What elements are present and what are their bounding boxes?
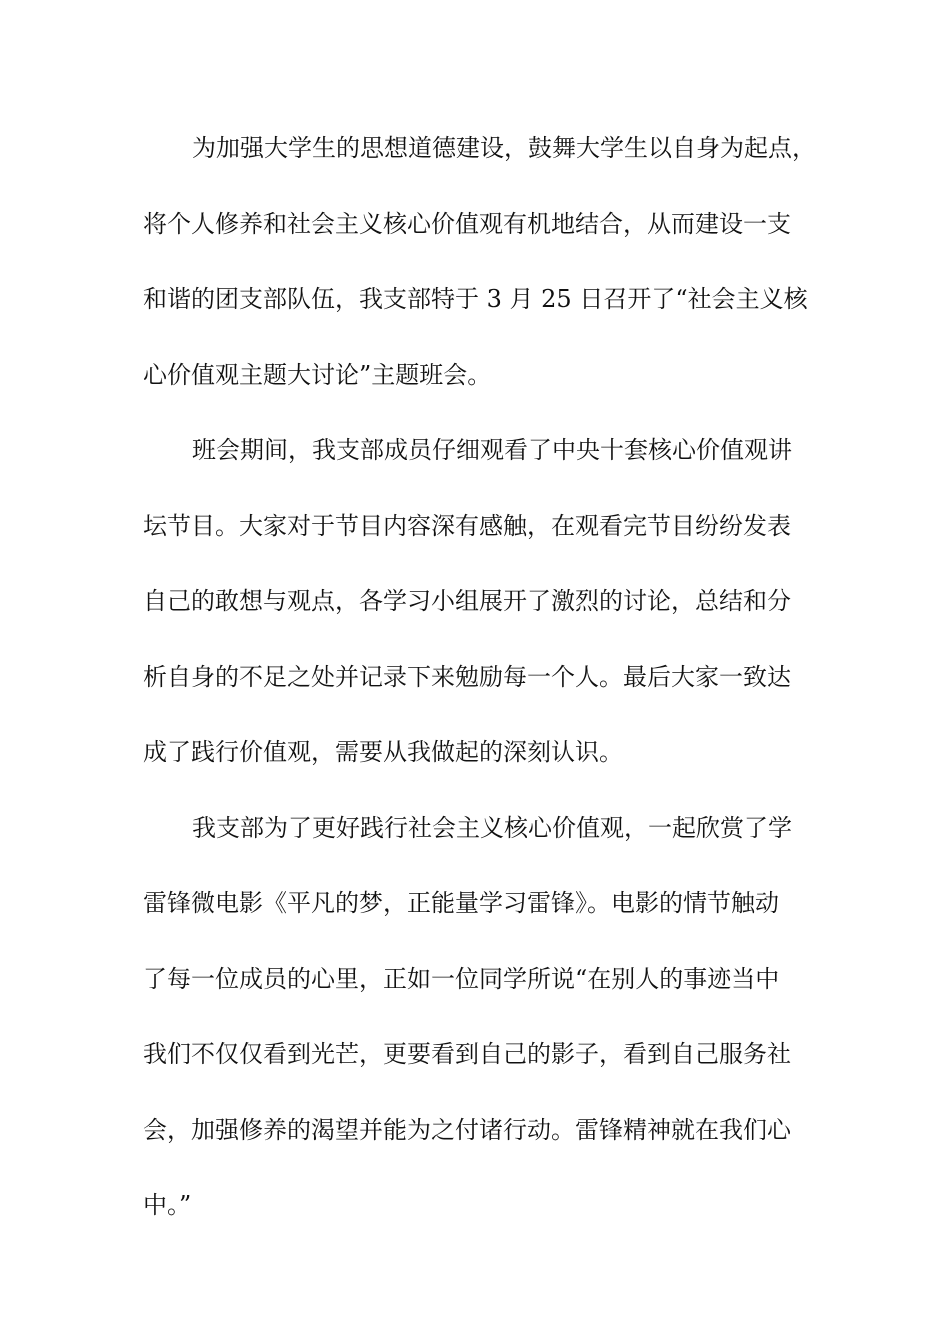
paragraph-line: 成了践行价值观，需要从我做起的深刻认识。 (143, 738, 623, 766)
paragraph-line: 雷锋微电影《平凡的梦，正能量学习雷锋》。电影的情节触动 (143, 889, 779, 917)
paragraph-line: 了每一位成员的心里，正如一位同学所说“在别人的事迹当中 (143, 964, 780, 993)
paragraph-line: 将个人修养和社会主义核心价值观有机地结合，从而建设一支 (143, 209, 791, 238)
paragraph-line: 心价值观主题大讨论”主题班会。 (143, 360, 492, 389)
paragraph-line: 为加强大学生的思想道德建设，鼓舞大学生以自身为起点， (192, 134, 816, 162)
paragraph-3 (143, 808, 823, 1261)
paragraph-line: 我支部为了更好践行社会主义核心价值观，一起欣赏了学 (192, 813, 792, 842)
paragraph-line: 会，加强修养的渴望并能为之付诸行动。雷锋精神就在我们心 (143, 1115, 791, 1144)
document-body (143, 128, 823, 1261)
paragraph-line: 坛节目。大家对于节目内容深有感触，在观看完节目纷纷发表 (143, 511, 791, 540)
paragraph-line: 班会期间，我支部成员仔细观看了中央十套核心价值观讲 (192, 436, 792, 464)
paragraph-line: 析自身的不足之处并记录下来勉励每一个人。最后大家一致达 (143, 662, 791, 691)
paragraph-line: 我们不仅仅看到光芒，更要看到自己的影子，看到自己服务社 (143, 1040, 791, 1068)
paragraph-2 (143, 430, 823, 808)
paragraph-line: 和谐的团支部队伍，我支部特于 3 月 25 日召开了“社会主义核 (143, 285, 808, 313)
paragraph-line: 中。” (143, 1191, 192, 1219)
paragraph-line: 自己的敢想与观点，各学习小组展开了激烈的讨论，总结和分 (143, 587, 791, 615)
paragraph-1 (143, 128, 823, 430)
